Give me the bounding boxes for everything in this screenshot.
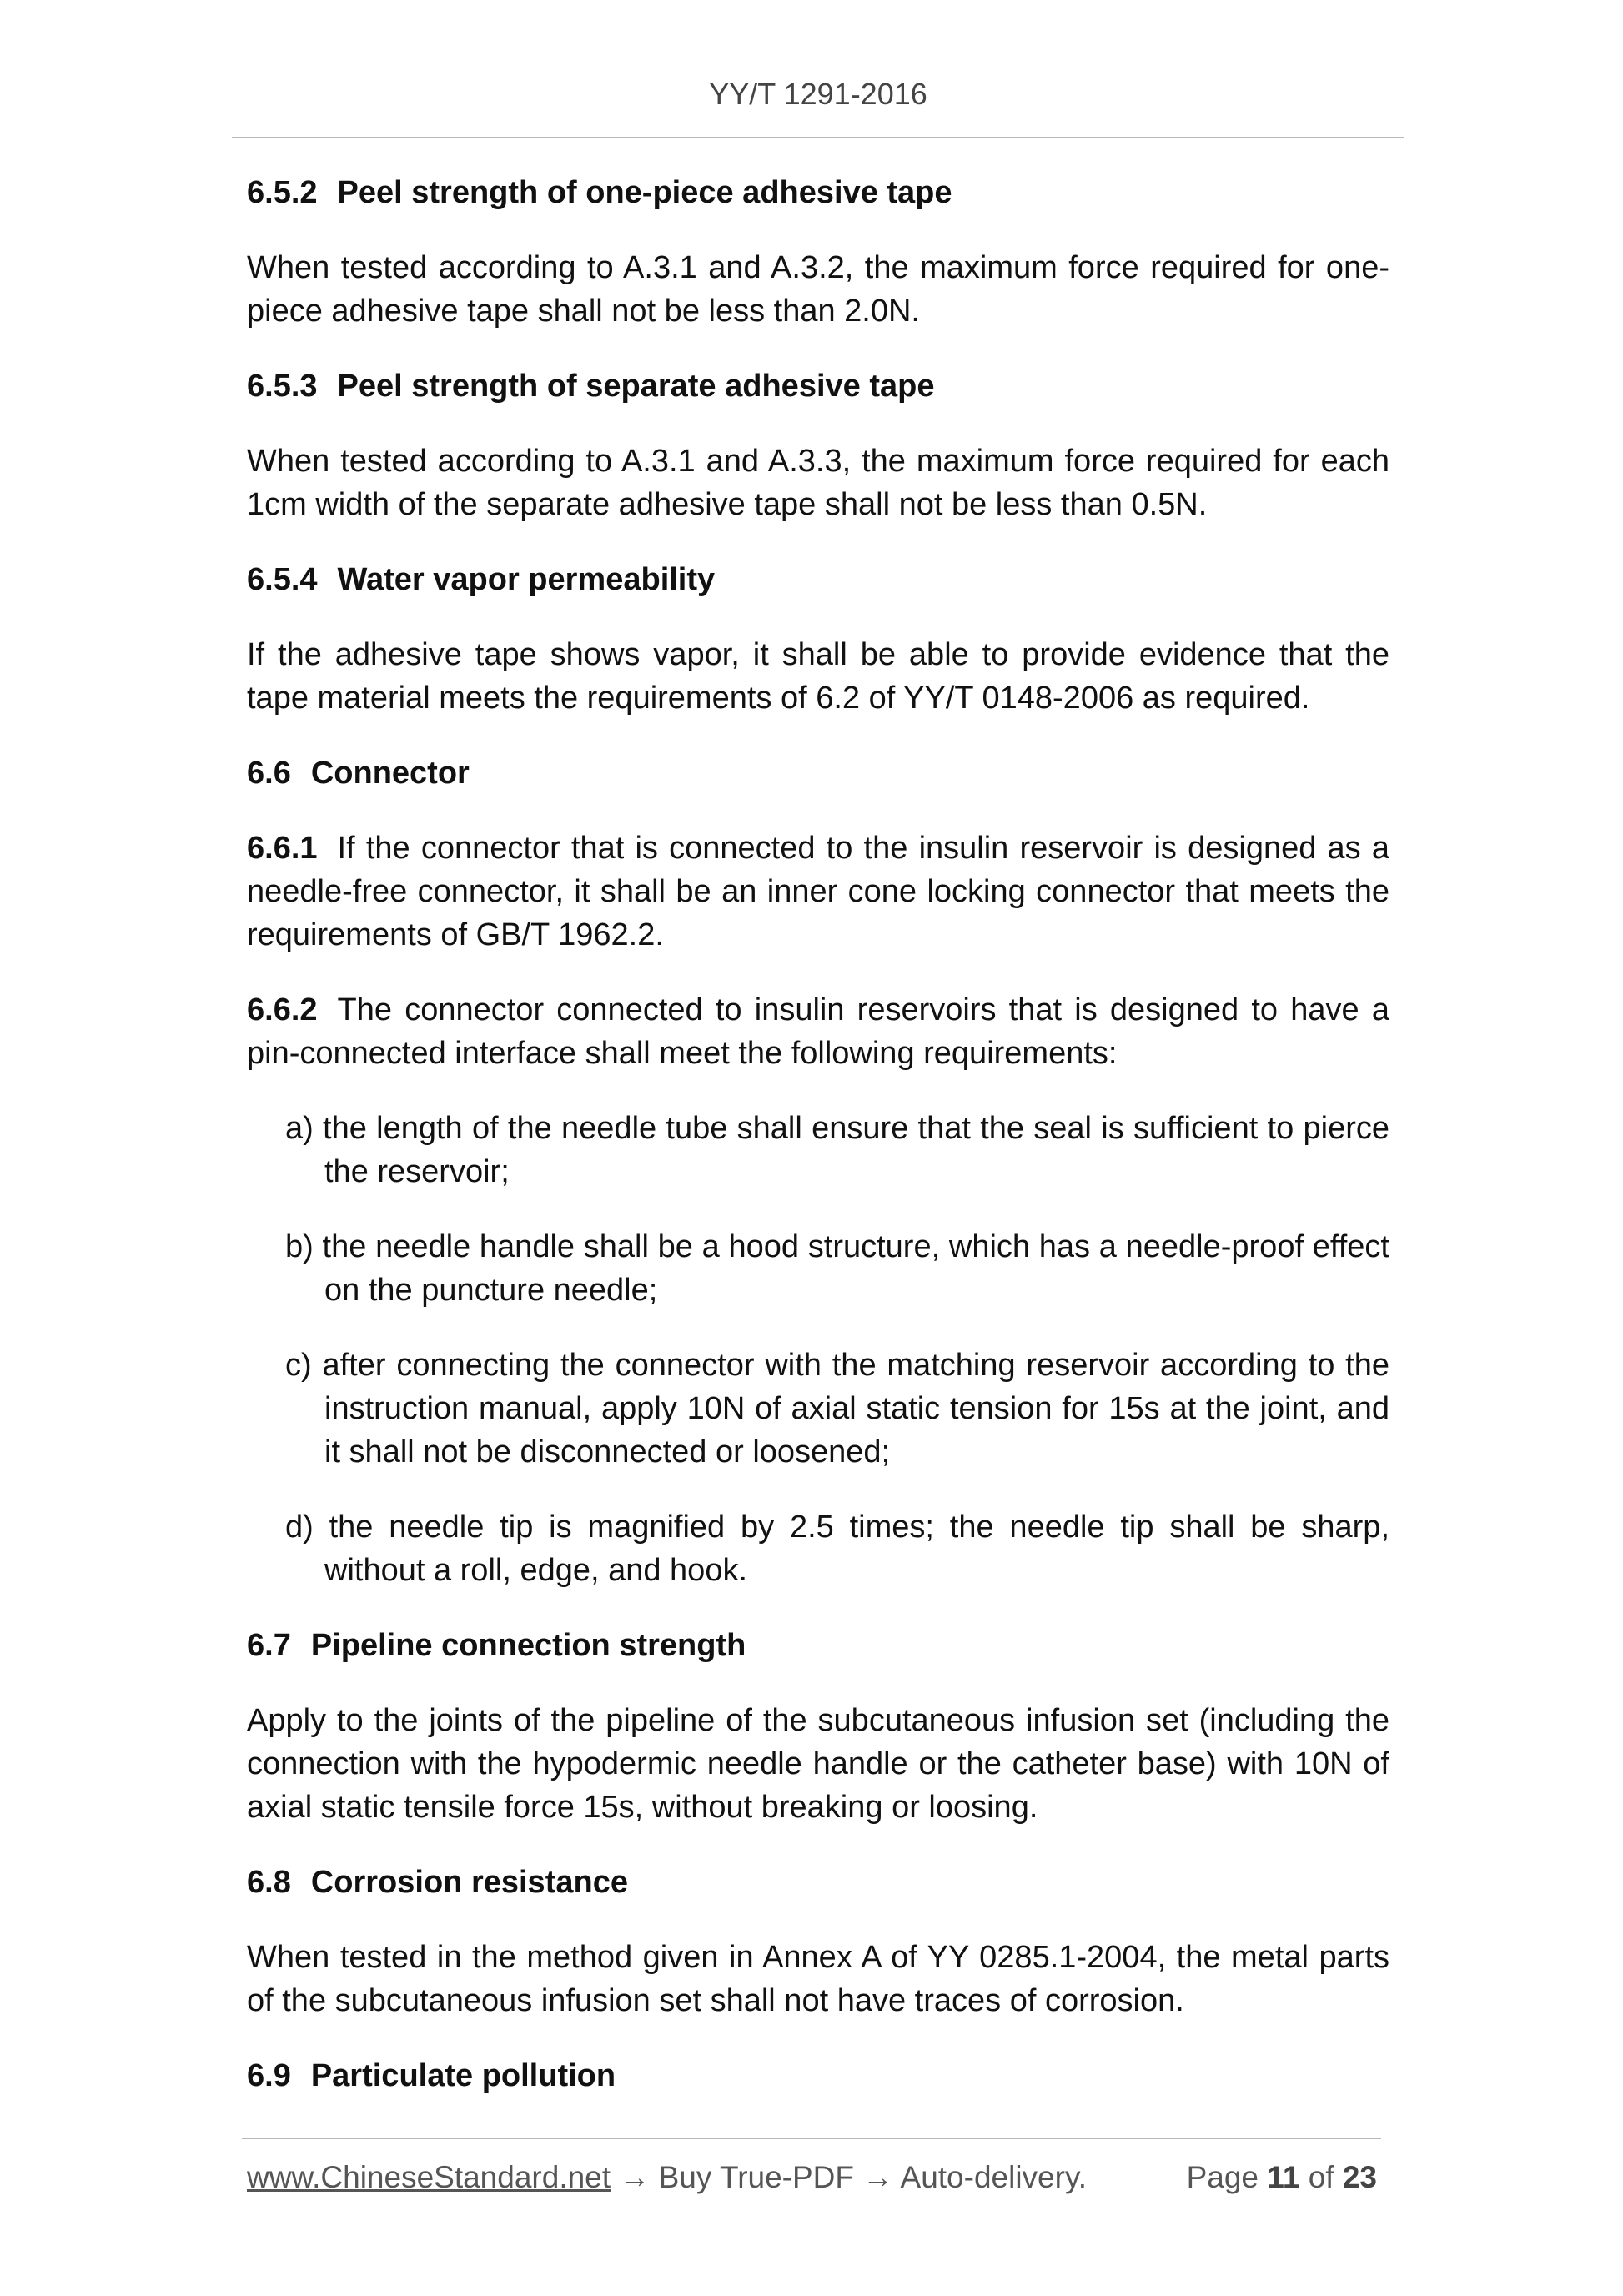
section-heading-6-9 bbox=[247, 2054, 1389, 2098]
page-content bbox=[247, 171, 1389, 2129]
page-footer bbox=[247, 2160, 1377, 2195]
section-heading-6-5-4 bbox=[247, 558, 1389, 601]
list-item: a) the length of the needle tube shall ensure that the seal is sufficient to pierce the reservoir; bbox=[285, 1111, 1389, 1189]
website-link[interactable]: www.ChineseStandard.net bbox=[247, 2160, 611, 2194]
section-text-6-8: When tested in the method given in Annex A of YY 0285.1-2004, the metal parts of the subcutaneous infusion set shall not have traces of corrosion. bbox=[247, 1940, 1389, 2018]
section-number: 6.7 bbox=[247, 1628, 291, 1663]
section-title: Peel strength of one-piece adhesive tape bbox=[337, 175, 952, 210]
section-number: 6.6.1 bbox=[247, 831, 318, 866]
section-title: Corrosion resistance bbox=[310, 1865, 628, 1900]
page-header-standard-code: YY/T 1291-2016 bbox=[709, 77, 927, 111]
page-counter bbox=[1187, 2160, 1377, 2195]
section-number: 6.5.2 bbox=[247, 175, 318, 210]
section-number: 6.5.3 bbox=[247, 369, 318, 404]
section-text-6-7: Apply to the joints of the pipeline of the subcutaneous infusion set (including the connection with the hypodermic needle handle or the catheter base) with 10N of axial static tensile force 15s, without breaking or loosing. bbox=[247, 1703, 1389, 1825]
list-item: d) the needle tip is magnified by 2.5 times; the needle tip shall be sharp, without a roll, edge, and hook. bbox=[285, 1510, 1389, 1588]
section-body: If the connector that is connected to the insulin reservoir is designed as a needle-free connector, it shall be an inner cone locking connector that meets the requirements of GB/T 1962.2. bbox=[247, 831, 1389, 952]
section-number: 6.9 bbox=[247, 2058, 291, 2093]
section-heading-6-8 bbox=[247, 1861, 1389, 1904]
footer-promo bbox=[247, 2160, 1087, 2195]
section-title: Water vapor permeability bbox=[337, 562, 716, 597]
total-pages-number: 23 bbox=[1342, 2160, 1377, 2194]
section-text-6-5-4: If the adhesive tape shows vapor, it shall be able to provide evidence that the tape material meets the requirements of 6.2 of YY/T 0148-2006 as required. bbox=[247, 637, 1389, 716]
section-heading-6-6 bbox=[247, 751, 1389, 795]
section-number: 6.5.4 bbox=[247, 562, 318, 597]
section-heading-6-7 bbox=[247, 1624, 1389, 1667]
current-page-number: 11 bbox=[1267, 2160, 1300, 2194]
section-number: 6.6.2 bbox=[247, 992, 318, 1027]
section-title: Peel strength of separate adhesive tape bbox=[337, 369, 935, 404]
section-heading-6-5-2 bbox=[247, 171, 1389, 214]
section-body: The connector connected to insulin reservoirs that is designed to have a pin-connected interface shall meet the following requirements: bbox=[247, 992, 1389, 1071]
section-heading-6-5-3 bbox=[247, 364, 1389, 408]
section-number: 6.6 bbox=[247, 756, 291, 791]
section-title: Pipeline connection strength bbox=[310, 1628, 746, 1663]
section-number: 6.8 bbox=[247, 1865, 291, 1900]
footer-promo-text: → Buy True-PDF → Auto-delivery. bbox=[619, 2160, 1087, 2194]
section-title: Particulate pollution bbox=[310, 2058, 616, 2093]
section-text-6-5-3: When tested according to A.3.1 and A.3.3, the maximum force required for each 1cm width of the separate adhesive tape shall not be less than 0.5N. bbox=[247, 444, 1389, 522]
section-text-6-5-2: When tested according to A.3.1 and A.3.2, the maximum force required for one-piece adhesive tape shall not be less than 2.0N. bbox=[247, 250, 1389, 329]
section-text-6-6-2 bbox=[247, 988, 1389, 1075]
page-label: Page bbox=[1186, 2160, 1259, 2194]
list-item: b) the needle handle shall be a hood structure, which has a needle-proof effect on the puncture needle; bbox=[285, 1229, 1389, 1308]
section-title: Connector bbox=[310, 756, 470, 791]
section-text-6-6-1 bbox=[247, 826, 1389, 957]
header-divider bbox=[232, 137, 1404, 138]
requirements-list bbox=[247, 1107, 1389, 1592]
list-item: c) after connecting the connector with the matching reservoir according to the instruction manual, apply 10N of axial static tension for 15s at the joint, and it shall not be disconnected or loosened; bbox=[285, 1348, 1389, 1470]
of-label: of bbox=[1308, 2160, 1334, 2194]
footer-divider bbox=[242, 2138, 1381, 2139]
